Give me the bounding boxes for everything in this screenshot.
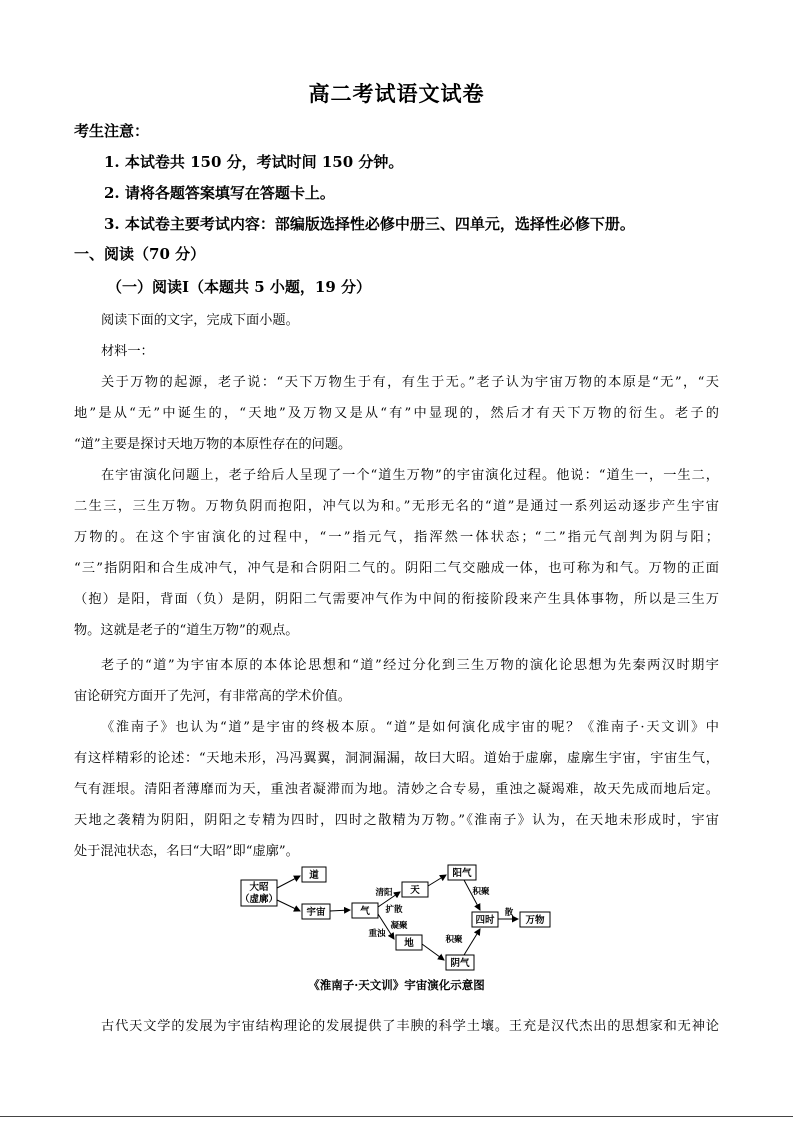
node-di: 地 xyxy=(404,938,414,949)
paragraph-line: 气有涯垠。清阳者薄靡而为天，重浊者凝滞而为地。清妙之合专易，重浊之凝竭难，故天先成而地后定。 xyxy=(74,782,719,797)
label-jiju-bottom: 积聚 xyxy=(445,935,463,945)
node-sishi: 四时 xyxy=(475,915,495,926)
section-heading: 一、阅读（70 分） xyxy=(74,245,206,263)
paragraph-line: 关于万物的起源，老子说：“天下万物生于有，有生于无。”老子认为宇宙万物的本原是“无”，“天 xyxy=(101,375,719,390)
subsection-heading: （一）阅读Ⅰ（本题共 5 小题，19 分） xyxy=(107,278,371,296)
node-dao: 道 xyxy=(309,870,319,881)
node-wanwu: 万物 xyxy=(525,915,545,926)
label-jiju-top: 积聚 xyxy=(472,887,490,897)
paragraph-line: 物。这就是老子的“道生万物”的观点。 xyxy=(74,623,299,638)
notice-item-2: 2. 请将各题答案填写在答题卡上。 xyxy=(104,184,335,202)
label-san: 散 xyxy=(504,908,514,918)
paragraph-line: 处于混沌状态，名曰“大昭”即“虚廓”。 xyxy=(74,844,299,859)
arrow-yuzhou-qi xyxy=(330,910,350,911)
paragraph-line: 宙论研究方面开了先河，有非常高的学术价值。 xyxy=(74,689,351,704)
label-kuosan: 扩散 xyxy=(385,905,403,915)
diagram-caption: 《淮南子·天文训》宇宙演化示意图 xyxy=(308,978,485,992)
material-label: 材料一： xyxy=(101,344,154,359)
paragraph-line: 《淮南子》也认为“道”是宇宙的终极本原。“道”是如何演化成宇宙的呢？《淮南子·天文训》中 xyxy=(101,720,719,735)
notice-item-1: 1. 本试卷共 150 分，考试时间 150 分钟。 xyxy=(104,153,404,171)
page-bottom-rule xyxy=(0,1116,793,1117)
paragraph-line: （抱）是阳，背面（负）是阴，阴阳二气需要冲气作为中间的衔接阶段来产生具体事物，所以是三生万 xyxy=(74,592,719,607)
node-yuzhou: 宇宙 xyxy=(306,907,326,918)
paragraph-line: 在宇宙演化问题上，老子给后人呈现了一个“道生万物”的宇宙演化过程。他说：“道生一，一生二， xyxy=(101,468,719,483)
paragraph-line: “三”指阴阳和合生成冲气，冲气是和合阴阳二气的。阴阳二气交融成一体，也可称为和气。万物的正面 xyxy=(74,561,719,576)
label-ningju: 凝聚 xyxy=(390,921,408,931)
node-yinqi: 阴气 xyxy=(450,958,470,969)
label-zhongzhuo: 重浊 xyxy=(368,929,386,939)
paragraph-line: 二生三，三生万物。万物负阴而抱阳，冲气以为和。”无形无名的“道”是通过一系列运动逐步产生宇宙 xyxy=(74,499,719,514)
paragraph-line: “道”主要是探讨天地万物的本原性存在的问题。 xyxy=(74,437,352,452)
arrow-dazhao-dao xyxy=(277,876,300,888)
arrow-dazhao-yuzhou xyxy=(277,900,300,911)
page-title: 高二考试语文试卷 xyxy=(308,81,485,106)
paragraph-line: 万物的。在这个宇宙演化的过程中，“一”指元气，指浑然一体状态；“二”指元气剖判为阴与阳； xyxy=(74,530,719,545)
notice-label: 考生注意： xyxy=(74,122,150,140)
node-yangqi: 阳气 xyxy=(452,868,472,879)
paragraph-line: 天地之袭精为阴阳，阴阳之专精为四时，四时之散精为万物。”《淮南子》认为，在天地未形成时，宇宙 xyxy=(74,813,719,828)
node-tian: 天 xyxy=(410,885,420,896)
cosmic-evolution-diagram xyxy=(236,862,556,977)
instruction-text: 阅读下面的文字，完成下面小题。 xyxy=(101,313,299,328)
paragraph-line: 有这样精彩的论述：“天地未形，冯冯翼翼，洞洞漏漏，故曰大昭。道始于虚廓，虚廓生宇宙，宇宙生气， xyxy=(74,751,719,766)
paragraph-line: 老子的“道”为宇宙本原的本体论思想和“道”经过分化到三生万物的演化论思想为先秦两汉时期宇 xyxy=(101,658,719,673)
paragraph-line: 古代天文学的发展为宇宙结构理论的发展提供了丰腴的科学土壤。王充是汉代杰出的思想家和无神论 xyxy=(101,1019,719,1034)
paragraph-line: 地”是从“无”中诞生的，“天地”及万物又是从“有”中显现的，然后才有天下万物的衍生。老子的 xyxy=(74,406,719,421)
notice-item-3: 3. 本试卷主要考试内容：部编版选择性必修中册三、四单元，选择性必修下册。 xyxy=(104,215,635,233)
arrow-tian-yangqi xyxy=(428,875,446,886)
node-qi: 气 xyxy=(360,906,370,917)
node-xukuo: （虚廓） xyxy=(239,894,279,905)
arrow-yinqi-sishi xyxy=(464,929,480,955)
arrow-di-yinqi xyxy=(422,944,444,960)
node-dazhao: 大昭 xyxy=(249,882,269,893)
label-qingyang: 清阳 xyxy=(375,888,393,898)
